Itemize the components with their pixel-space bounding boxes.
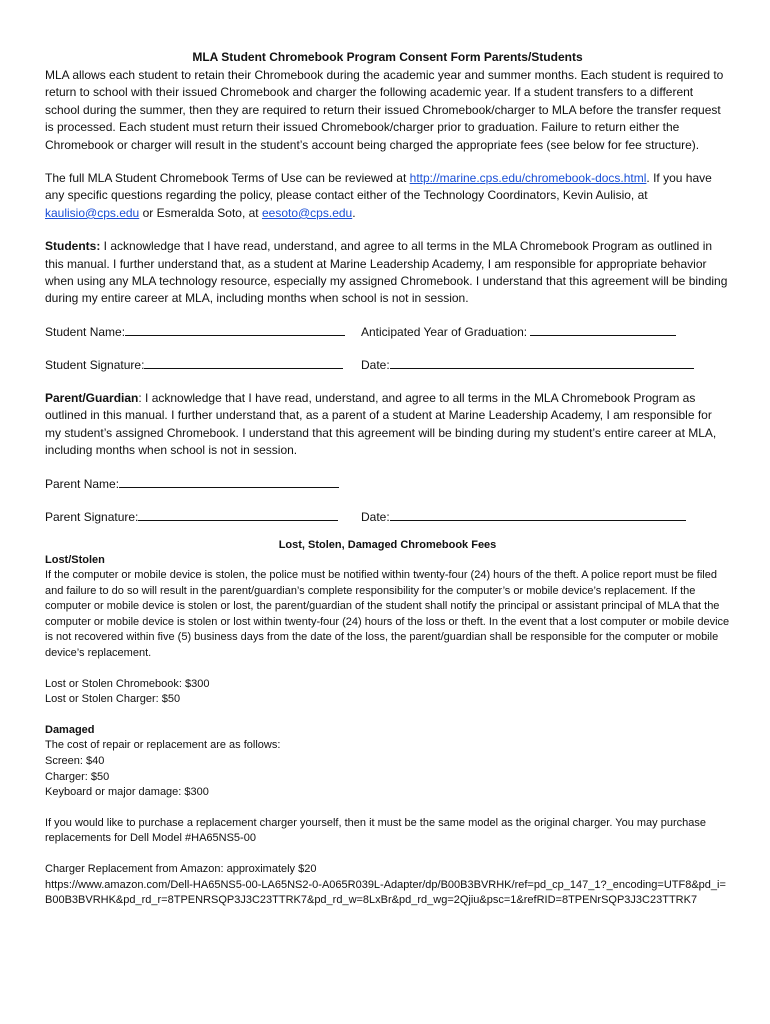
student-name-label: Student Name: — [45, 324, 126, 339]
terms-text-after: . If you have any specific questions regarding the policy, please contact either of the Technology Coordinators, Kevin Aulisio, at — [45, 171, 712, 203]
student-name-row — [45, 324, 730, 341]
lost-stolen-text: If the computer or mobile device is stolen, the police must be notified within twenty-four (24) hours of the theft. A police report must be filed and failure to do so will result in the parent/guardian’s complete responsibility for the computer’s or mobile device’s replacement. If the computer or mobile device is stolen or lost, the parent/guardian of the student shall notify the principal or assistant principal of MLA that the computer or mobile device is stolen or lost within twenty-four (24) hours of the loss or theft. In the event that a lost computer or mobile device is not recovered within five (5) business days from the date of the loss, the parent/guardian shall be responsible for the computer or mobile device’s replacement. — [45, 569, 730, 660]
parent-name-label: Parent Name: — [45, 476, 120, 491]
lost-stolen-heading: Lost/Stolen — [45, 553, 105, 566]
purchase-replacement-text: If you would like to purchase a replacement charger yourself, then it must be the same model as the original charger. You may purchase replacements for Dell Model #HA65NS5-00 — [45, 816, 706, 845]
amazon-url[interactable]: https://www.amazon.com/Dell-HA65NS5-00-LA65NS2-0-A065R039L-Adapter/dp/B00B3BVRHK/ref=pd_cp_147_1?_encoding=UTF8&pd_i=B00B3BVRHK&pd_rd_r=8TPENRSQP3J3C23TTRK7&pd_rd_w=8LxBr&pd_rd_wg=2Qjiu&psc=1&refRID=8TPENrSQP3J3C23TTRK7 — [45, 878, 726, 907]
lost-charger-fee: Lost or Stolen Charger: $50 — [45, 693, 181, 706]
terms-text-middle: or Esmeralda Soto, at — [139, 205, 262, 220]
parent-paragraph — [45, 390, 730, 460]
email-link-soto[interactable]: eesoto@cps.edu — [261, 205, 353, 220]
email-link-aulisio[interactable]: kaulisio@cps.edu — [45, 205, 140, 220]
student-signature-label: Student Signature: — [45, 357, 145, 372]
student-date-label: Date: — [361, 357, 390, 372]
students-label: Students: — [45, 239, 101, 254]
damaged-heading: Damaged — [45, 723, 95, 736]
terms-text-end: . — [352, 205, 356, 220]
student-date-field[interactable] — [361, 357, 694, 374]
charger-fee: Charger: $50 — [45, 770, 110, 783]
parent-name-field[interactable] — [45, 476, 339, 493]
parent-date-line[interactable] — [390, 509, 686, 521]
parent-date-label: Date: — [361, 509, 390, 524]
fees-title: Lost, Stolen, Damaged Chromebook Fees — [278, 538, 497, 551]
parent-text: : I acknowledge that I have read, understand, and agree to all terms in the MLA Chromebook Program as outlined in this manual. I further understand that, as a parent of a student at Marine Leadership Academy, I am responsible for my student’s assigned Chromebook. I understand that this agreement will be binding during my student’s entire career at MLA, including months when school is not in session. — [45, 390, 717, 458]
keyboard-fee: Keyboard or major damage: $300 — [45, 786, 209, 799]
parent-label: Parent/Guardian — [45, 390, 139, 405]
screen-fee: Screen: $40 — [45, 755, 105, 768]
parent-signature-label: Parent Signature: — [45, 509, 139, 524]
parent-signature-field[interactable] — [45, 509, 338, 526]
terms-of-use-link[interactable]: http://marine.cps.edu/chromebook-docs.html — [409, 171, 647, 186]
student-date-line[interactable] — [390, 357, 694, 369]
students-paragraph — [45, 238, 730, 308]
student-name-line[interactable] — [125, 324, 345, 336]
graduation-year-label: Anticipated Year of Graduation: — [361, 324, 531, 339]
intro-paragraph: MLA allows each student to retain their Chromebook during the academic year and summer months. Each student is required to return to school with their issued Chromebook and charger the following academic year. If a student transfers to a different school during the summer, then they are required to return their issued Chromebook/charger to MLA before the transfer request is processed. Each student must return their issued Chromebook/charger prior to graduation. Failure to return either the Chromebook or charger will result in the student’s account being charged the appropriate fees (see below for fee structure). — [45, 68, 724, 152]
parent-name-line[interactable] — [119, 476, 339, 488]
students-text: I acknowledge that I have read, understand, and agree to all terms in the MLA Chromebook Program as outlined in this manual. I further understand that, as a student at Marine Leadership Academy, I am responsible for appropriate behavior when using any MLA technology resource, especially my assigned Chromebook. I understand that this agreement will be binding during my entire career at MLA, including months when school is not in session. — [45, 239, 728, 306]
terms-paragraph — [45, 170, 730, 222]
terms-text-before: The full MLA Student Chromebook Terms of Use can be reviewed at — [45, 171, 410, 186]
student-name-field[interactable] — [45, 324, 345, 341]
damaged-intro: The cost of repair or replacement are as follows: — [45, 739, 281, 752]
parent-signature-row — [45, 509, 730, 526]
student-signature-row — [45, 357, 730, 374]
student-signature-field[interactable] — [45, 357, 343, 374]
student-signature-line[interactable] — [144, 357, 343, 369]
graduation-year-field[interactable] — [361, 324, 676, 341]
form-title: MLA Student Chromebook Program Consent Form Parents/Students — [192, 50, 583, 64]
parent-date-field[interactable] — [361, 509, 686, 526]
amazon-label: Charger Replacement from Amazon: approximately $20 — [45, 863, 317, 875]
parent-signature-line[interactable] — [138, 509, 338, 521]
graduation-year-line[interactable] — [530, 324, 676, 336]
consent-form-page — [45, 49, 730, 909]
parent-name-row — [45, 476, 730, 493]
lost-chromebook-fee: Lost or Stolen Chromebook: $300 — [45, 677, 210, 690]
